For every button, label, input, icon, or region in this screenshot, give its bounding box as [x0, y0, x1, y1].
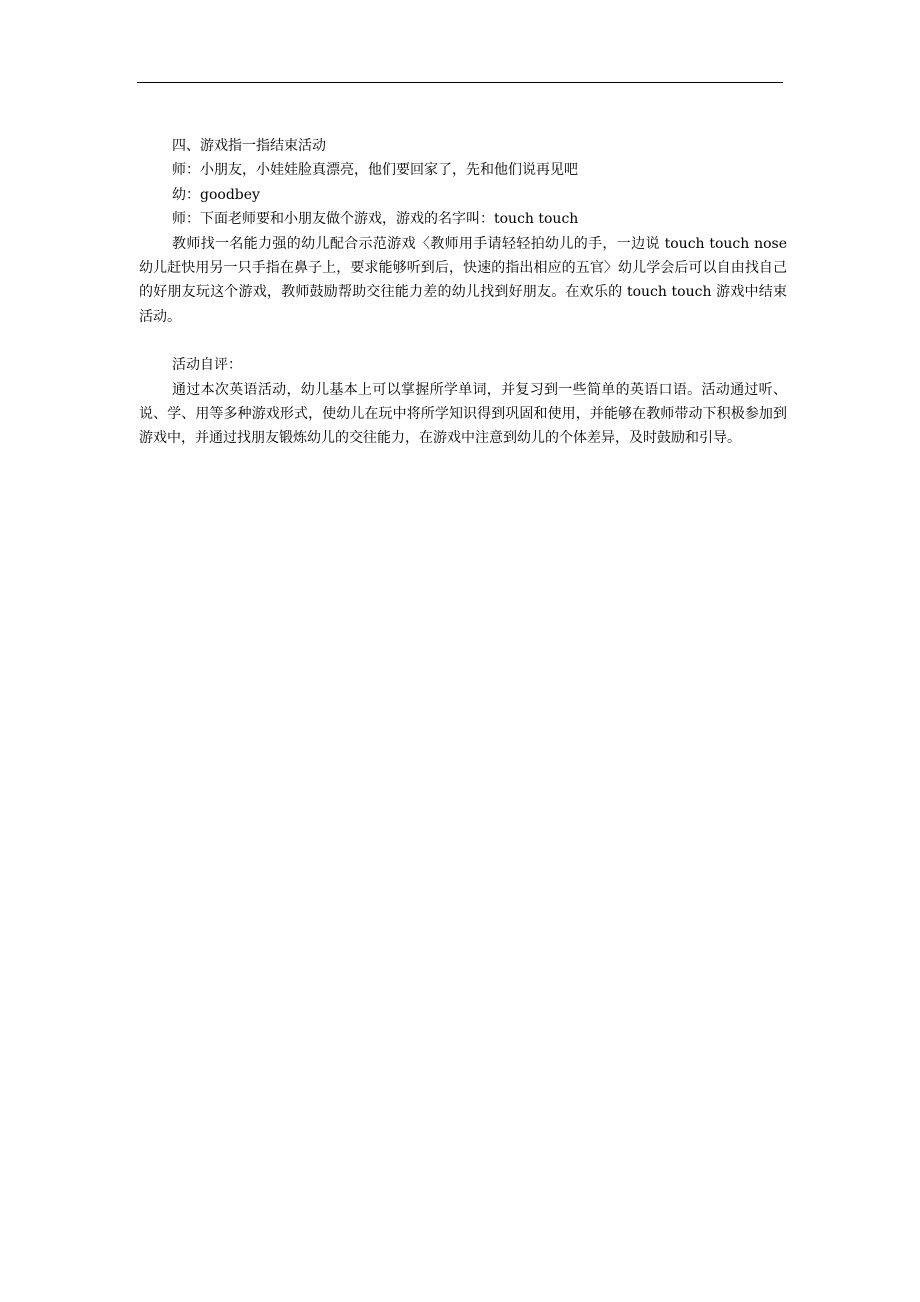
review-heading: 活动自评： [172, 357, 242, 374]
header-rule [137, 82, 783, 83]
paragraph-gap [139, 329, 787, 353]
section-heading: 四、游戏指一指结束活动 [172, 138, 326, 154]
document-body [139, 134, 787, 451]
child-line: 幼：goodbey [172, 186, 260, 203]
teacher-line: 师：小朋友，小娃娃脸真漂亮，他们要回家了，先和他们说再见吧 [172, 162, 578, 179]
review-paragraph: 通过本次英语活动，幼儿基本上可以掌握所学单词，并复习到一些简单的英语口语。活动通过听、说、学、用等多种游戏形式，使幼儿在玩中将所学知识得到巩固和使用，并能够在教师带动下积极参加到游戏中，并通过找朋友锻炼幼儿的交往能力，在游戏中注意到幼儿的个体差异，及时鼓励和引导。 [139, 381, 787, 447]
teacher-line: 师：下面老师要和小朋友做个游戏，游戏的名字叫：touch touch [172, 211, 579, 228]
game-paragraph: 教师找一名能力强的幼儿配合示范游戏〈教师用手请轻轻拍幼儿的手，一边说 touch touch nose 幼儿赶快用另一只手指在鼻子上，要求能够听到后，快速的指出相应的五官〉幼儿学会后可以自由找自己的好朋友玩这个游戏，教师鼓励帮助交往能力差的幼儿找到好朋友。在欢乐的 touch touch 游戏中结束活动。 [139, 235, 787, 325]
